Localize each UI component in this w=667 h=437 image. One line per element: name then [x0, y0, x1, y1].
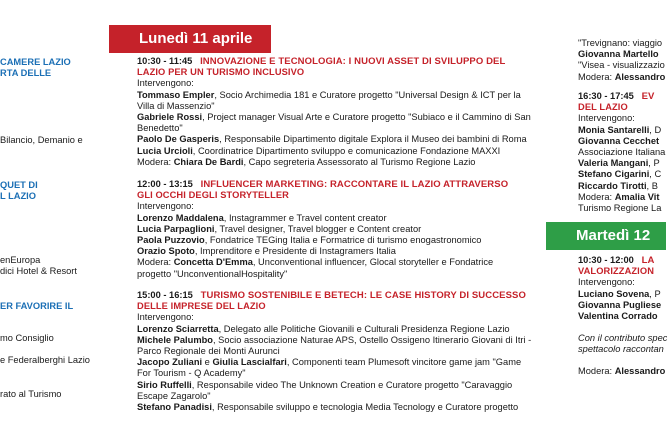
- moderator-name: Chiara De Bardi: [173, 156, 244, 167]
- left-text-line: mo Consiglio: [0, 333, 54, 343]
- speaker-name: Valentina Corrado: [578, 311, 658, 322]
- left-text-line: dici Hotel & Resort: [0, 266, 77, 276]
- moderator-label: Modera:: [137, 156, 174, 167]
- left-text-line: Bilancio, Demanio e: [0, 135, 83, 145]
- speaker-name: Giovanna Pugliese: [578, 299, 662, 310]
- speaker-role: Benedetto": [137, 123, 183, 134]
- moderator-name: Amalia Vit: [614, 191, 660, 202]
- speaker-role: , Socio associazione Naturae APS, Ostello Ossigeno Itinerario Giovani di Itri -: [212, 334, 532, 345]
- speaker-name: Tommaso Empler: [137, 89, 215, 100]
- speaker-name: Lucia Parpaglioni: [137, 223, 215, 234]
- speaker-role: , P: [649, 288, 661, 299]
- day-banner-label: Martedì 12: [576, 227, 651, 244]
- right-session-3: [578, 255, 661, 322]
- right-moderator: [578, 366, 665, 377]
- left-heading-line: L LAZIO: [0, 191, 36, 201]
- left-text-line: enEuropa: [0, 255, 41, 265]
- left-heading-line: ER FAVORIRE IL: [0, 301, 74, 311]
- session-title: LA: [641, 255, 655, 266]
- session-intro: Intervengono:: [578, 113, 635, 124]
- speaker-name: Stefano Panadisi: [137, 402, 212, 413]
- speaker-role: , Componenti team Plumesoft vincitore game jam "Game: [286, 357, 522, 368]
- speaker-name: Stefano Cigarini: [578, 169, 650, 180]
- left-heading-line: QUET DI: [0, 180, 38, 190]
- session-intro: Intervengono:: [137, 78, 194, 89]
- session-time: 10:30 - 11:45: [137, 56, 193, 66]
- speaker-name: Sirio Ruffelli: [137, 379, 192, 390]
- session-intro: Intervengono:: [137, 201, 194, 212]
- session-title-cont: DELLE IMPRESE DEL LAZIO: [137, 301, 266, 312]
- speaker-role: , C: [649, 169, 662, 180]
- session-title-cont: VALORIZZAZION: [578, 266, 655, 277]
- session-title: INFLUENCER MARKETING: RACCONTARE IL LAZIO ATTRAVERSO: [200, 179, 509, 190]
- moderator-label: Modera:: [578, 191, 615, 202]
- moderator-role: progetto "UnconventionalHospitality": [137, 268, 288, 279]
- speaker-name: Lorenzo Maddalena: [137, 212, 224, 223]
- speaker-name: Lucia Urcioli: [137, 145, 193, 156]
- speaker-name: Lorenzo Sciarretta: [137, 323, 219, 334]
- session-title-cont: GLI OCCHI DEGLI STORYTELLER: [137, 190, 289, 201]
- session-time: 16:30 - 17:45: [578, 91, 634, 101]
- left-heading-line: CAMERE LAZIO: [0, 57, 71, 67]
- session-intro: Intervengono:: [137, 312, 194, 323]
- moderator-label: Modera:: [137, 257, 174, 268]
- speaker-role: , B: [646, 180, 658, 191]
- session-1: [137, 56, 531, 168]
- speaker-name: Paola Puzzovio: [137, 235, 205, 246]
- moderator-role: , Unconventional influencer, Glocal storyteller e Fondatrice: [252, 257, 494, 268]
- speaker-name: Giovanna Martello: [578, 49, 659, 60]
- speaker-role: , Socio Archimedia 181 e Curatore progetto "Universal Design & ICT per la: [214, 89, 521, 100]
- right-session-2: [578, 91, 665, 214]
- speaker-role: , Fondatrice TEGing Italia e Formatrice di turismo enogastronomico: [204, 235, 482, 246]
- moderator-role: , Capo segreteria Assessorato al Turismo Regione Lazio: [243, 156, 476, 167]
- session-time: 12:00 - 13:15: [137, 179, 193, 189]
- speaker-role: Escape Zagarolo": [137, 390, 211, 401]
- speaker-name: Gabriele Rossi: [137, 112, 203, 123]
- note-line: spettacolo raccontan: [578, 344, 664, 355]
- left-text-line: rato al Turismo: [0, 389, 62, 399]
- speaker-name: Giovanna Cecchet: [578, 135, 660, 146]
- speaker-name: Orazio Spoto: [137, 246, 195, 257]
- moderator-label: Modera:: [578, 71, 615, 82]
- speaker-role: , Responsabile sviluppo e tecnologia Media Tecnology e Curatore progetto: [211, 402, 519, 413]
- speaker-role: e: [202, 357, 213, 368]
- speaker-role: Villa di Massenzio": [137, 100, 215, 111]
- note-line: Con il contributo spec: [578, 333, 667, 343]
- speaker-name: Luciano Sovena: [578, 288, 650, 299]
- speaker-role: , Delegato alle Politiche Giovanili e Culturali Presidenza Regione Lazio: [218, 323, 510, 334]
- right-session-tail: [578, 38, 665, 83]
- session-2: [137, 179, 508, 280]
- speaker-role: Parco Regionale dei Monti Aurunci: [137, 346, 280, 357]
- session-intro: Intervengono:: [578, 277, 635, 288]
- right-note: [578, 333, 667, 355]
- speaker-role: , Responsabile Dipartimento digitale Explora il Museo dei bambini di Roma: [219, 134, 527, 145]
- speaker-name: Michele Palumbo: [137, 334, 213, 345]
- speaker-role: "Trevignano: viaggio: [578, 38, 663, 48]
- moderator-name: Concetta D'Emma: [173, 257, 253, 268]
- speaker-role: , Responsabile video The Unknown Creation e Curatore progetto "Caravaggio: [191, 379, 513, 390]
- session-title: TURISMO SOSTENIBILE E BETECH: LE CASE HISTORY DI SUCCESSO: [200, 290, 526, 301]
- speaker-role: Associazione Italiana: [578, 147, 666, 158]
- speaker-role: , Coordinatrice Dipartimento sviluppo e comunicazione Fondazione MAXXI: [192, 145, 501, 156]
- speaker-role: , D: [649, 124, 662, 135]
- session-time: 10:30 - 12:00: [578, 255, 634, 265]
- speaker-role: , Travel designer, Travel blogger e Content creator: [214, 223, 422, 234]
- session-title: EV: [641, 91, 655, 102]
- moderator-name: Alessandro: [614, 71, 666, 82]
- speaker-role: , Project manager Visual Arte e Curatore progetto "Subiaco e il Cammino di San: [202, 112, 531, 123]
- speaker-role: , P: [648, 158, 660, 169]
- speaker-role: For Tourism - Q Academy": [137, 368, 246, 379]
- session-time: 15:00 - 16:15: [137, 290, 193, 300]
- speaker-role: , Imprenditore e Presidente di Instagramers Italia: [194, 246, 396, 257]
- speaker-role: "Visea - visualizzazio: [578, 60, 665, 71]
- left-heading-line: RTA DELLE: [0, 68, 52, 78]
- speaker-name: Jacopo Zuliani: [137, 357, 203, 368]
- session-title-cont: LAZIO PER UN TURISMO INCLUSIVO: [137, 67, 305, 78]
- moderator-role: Turismo Regione La: [578, 203, 662, 214]
- speaker-name: Paolo De Gasperis: [137, 134, 220, 145]
- session-title: INNOVAZIONE E TECNOLOGIA: I NUOVI ASSET DI SVILUPPO DEL: [200, 56, 506, 67]
- speaker-name: Valeria Mangani: [578, 158, 649, 169]
- speaker-name: Riccardo Tirotti: [578, 180, 647, 191]
- session-3: [137, 290, 531, 413]
- day-banner-label: Lunedì 11 aprile: [139, 30, 253, 47]
- day-banner-monday: [109, 25, 271, 53]
- moderator-name: Alessandro: [614, 366, 666, 376]
- session-title-cont: DEL LAZIO: [578, 102, 628, 113]
- speaker-name: Giulia Lascialfari: [212, 357, 287, 368]
- moderator-label: Modera:: [578, 366, 615, 376]
- speaker-role: , Instagrammer e Travel content creator: [223, 212, 387, 223]
- speaker-name: Monia Santarelli: [578, 124, 650, 135]
- right-column: [573, 0, 667, 437]
- left-text-line: e Federalberghi Lazio: [0, 355, 90, 365]
